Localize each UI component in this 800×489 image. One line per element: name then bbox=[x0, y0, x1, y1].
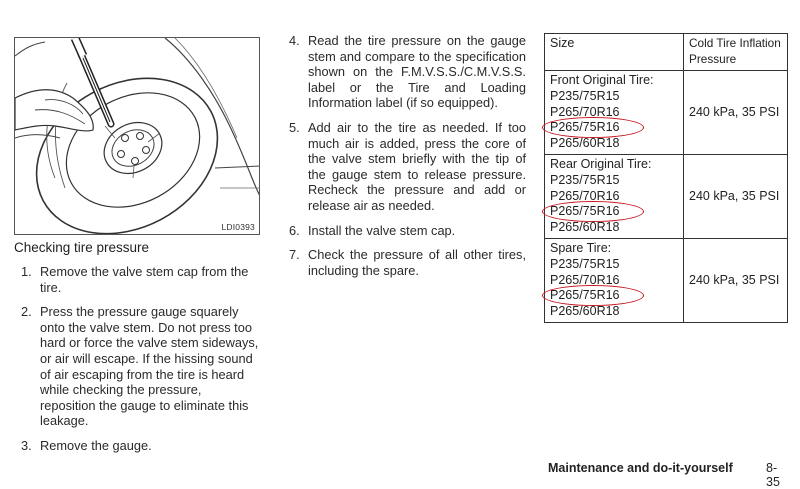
page-number: 8-35 bbox=[766, 461, 780, 489]
tire-size: P235/75R15 bbox=[550, 88, 620, 103]
step-number: 1. bbox=[21, 264, 32, 279]
table-row bbox=[545, 71, 788, 155]
table-header-row bbox=[545, 34, 788, 71]
header-pressure: Cold Tire Inflation Pressure bbox=[684, 34, 788, 71]
tire-size: P235/75R15 bbox=[550, 172, 620, 187]
tire-size-cell bbox=[545, 71, 684, 155]
tire-size: P265/60R18 bbox=[550, 136, 620, 151]
section-title: Maintenance and do-it-yourself bbox=[548, 461, 733, 475]
tire-size: P265/70R16 bbox=[550, 104, 620, 119]
steps-list-left bbox=[14, 264, 260, 463]
step-number: 3. bbox=[21, 437, 32, 453]
tire-gauge-drawing bbox=[15, 38, 260, 235]
steps-list-middle bbox=[282, 33, 526, 287]
step-number: 6. bbox=[289, 222, 300, 238]
step-number: 2. bbox=[21, 304, 32, 320]
list-item bbox=[14, 264, 260, 295]
step-number: 5. bbox=[289, 119, 300, 135]
step-text: Install the valve stem cap. bbox=[308, 222, 456, 238]
tire-size-circled: P265/75R16 bbox=[550, 120, 678, 136]
group-label: Spare Tire: bbox=[550, 240, 612, 255]
list-item bbox=[282, 33, 526, 111]
tire-size: P265/70R16 bbox=[550, 272, 620, 287]
figure-code: LDI0393 bbox=[221, 222, 255, 232]
tire-illustration bbox=[14, 37, 260, 235]
list-item bbox=[282, 223, 526, 239]
step-number: 4. bbox=[289, 33, 300, 48]
tire-size: P265/60R18 bbox=[550, 220, 620, 235]
figure-caption: Checking tire pressure bbox=[14, 240, 150, 255]
table-row bbox=[545, 154, 788, 238]
pressure-value: 240 kPa, 35 PSI bbox=[684, 71, 788, 155]
group-label: Rear Original Tire: bbox=[550, 156, 652, 171]
step-text: Press the pressure gauge squarely onto the valve stem. Do not press too hard or force the valve stem sideways, or air will escape. If the hissing sound of air escaping from the tire is heard while checking the pressure, reposition the gauge to eliminate this leakage. bbox=[40, 304, 259, 429]
step-text: Add air to the tire as needed. If too much air is added, press the core of the valve stem briefly with the tip of the gauge stem to release pressure. Recheck the pressure and add or release air as needed. bbox=[308, 119, 526, 213]
pressure-value: 240 kPa, 35 PSI bbox=[684, 154, 788, 238]
tire-size-circled: P265/75R16 bbox=[550, 288, 678, 304]
list-item bbox=[282, 120, 526, 214]
pressure-value: 240 kPa, 35 PSI bbox=[684, 238, 788, 322]
tire-size: P235/75R15 bbox=[550, 256, 620, 271]
list-item bbox=[14, 304, 260, 429]
step-text: Remove the valve stem cap from the tire. bbox=[40, 264, 249, 295]
page-footer bbox=[548, 461, 780, 489]
step-text: Check the pressure of all other tires, including the spare. bbox=[308, 247, 526, 278]
tire-size-cell bbox=[545, 154, 684, 238]
list-item bbox=[282, 247, 526, 278]
table-row bbox=[545, 238, 788, 322]
header-size: Size bbox=[545, 34, 684, 71]
tire-size: P265/70R16 bbox=[550, 188, 620, 203]
tire-pressure-table bbox=[544, 33, 788, 323]
list-item bbox=[14, 438, 260, 454]
step-number: 7. bbox=[289, 247, 300, 263]
tire-size-cell bbox=[545, 238, 684, 322]
group-label: Front Original Tire: bbox=[550, 73, 654, 87]
step-text: Remove the gauge. bbox=[40, 437, 152, 453]
step-text: Read the tire pressure on the gauge stem and compare to the specification shown on the F.M.V.S.S./C.M.V.S.S. label or the Tire and Loading Information label (if so equipped). bbox=[308, 33, 526, 111]
tire-size-circled: P265/75R16 bbox=[550, 204, 678, 220]
tire-size: P265/60R18 bbox=[550, 304, 620, 319]
